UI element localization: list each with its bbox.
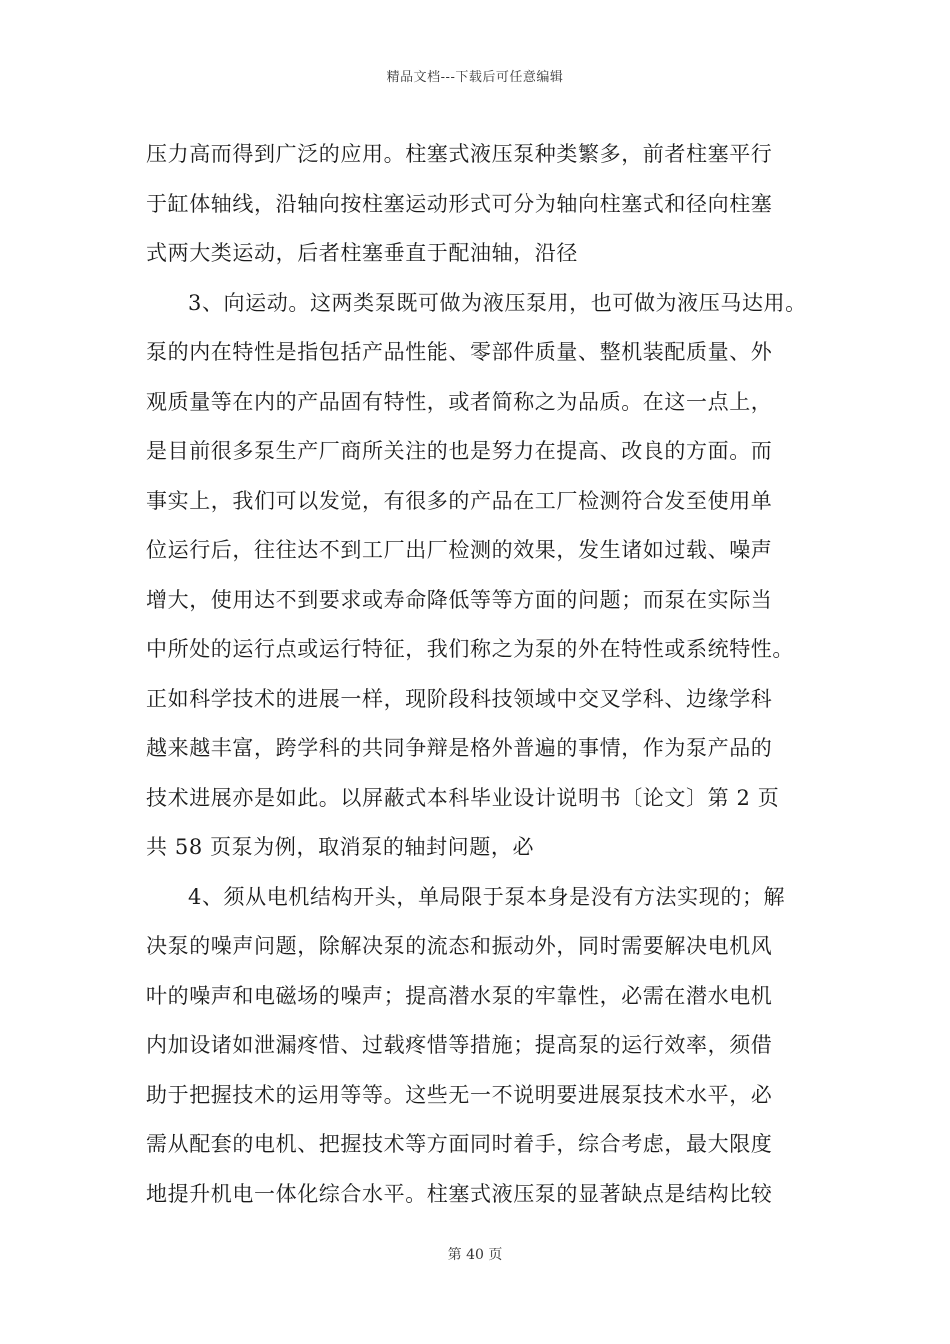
page-header: 精品文档---下载后可任意编辑 — [386, 70, 564, 85]
text-line: 叶的噪声和电磁场的噪声；提高潜水泵的牢靠性，必需在潜水电机 — [146, 983, 773, 1008]
text-line: 内加设诸如泄漏疼惜、过载疼惜等措施；提高泵的运行效率，须借 — [146, 1033, 773, 1057]
text-line: 助于把握技术的运用等等。这些无一不说明要进展泵技术水平，必 — [146, 1082, 773, 1107]
text-line: 泵的内在特性是指包括产品性能、零部件质量、整机装配质量、外 — [146, 340, 773, 364]
text-line: 位运行后，往往达不到工厂出厂检测的效果，发生诸如过载、噪声 — [146, 538, 773, 562]
paragraph-start-line: 4、须从电机结构开头，单局限于泵本身是没有方法实现的；解 — [188, 884, 786, 909]
text-line: 地提升机电一体化综合水平。柱塞式液压泵的显著缺点是结构比较 — [146, 1181, 773, 1206]
text-line: 技术进展亦是如此。以屏蔽式本科毕业设计说明书〔论文〕第 2 页 — [146, 785, 780, 810]
text-line: 共 58 页泵为例，取消泵的轴封问题，必 — [146, 835, 535, 859]
text-line: 于缸体轴线，沿轴向按柱塞运动形式可分为轴向柱塞式和径向柱塞 — [146, 191, 773, 216]
text-line: 正如科学技术的进展一样，现阶段科技领域中交叉学科、边缘学科 — [146, 686, 773, 711]
text-line: 式两大类运动，后者柱塞垂直于配油轴，沿径 — [146, 241, 578, 265]
text-line: 决泵的噪声问题，除解决泵的流态和振动外，同时需要解决电机风 — [146, 934, 773, 958]
text-line: 压力高而得到广泛的应用。柱塞式液压泵种类繁多，前者柱塞平行 — [146, 142, 773, 166]
page-number: 第 40 页 — [447, 1247, 503, 1263]
document-body — [146, 130, 826, 1219]
text-line: 越来越丰富，跨学科的共同争辩是格外普遍的事情，作为泵产品的 — [146, 736, 773, 760]
text-line: 是目前很多泵生产厂商所关注的也是努力在提高、改良的方面。而 — [146, 439, 773, 463]
text-line: 中所处的运行点或运行特征，我们称之为泵的外在特性或系统特性。 — [146, 637, 794, 661]
text-line: 需从配套的电机、把握技术等方面同时着手，综合考虑，最大限度 — [146, 1132, 773, 1156]
text-line: 事实上，我们可以发觉，有很多的产品在工厂检测符合发至使用单 — [146, 488, 773, 513]
text-line: 增大，使用达不到要求或寿命降低等等方面的问题；而泵在实际当 — [146, 587, 773, 612]
paragraph-start-line: 3、向运动。这两类泵既可做为液压泵用，也可做为液压马达用。 — [188, 290, 807, 315]
text-line: 观质量等在内的产品固有特性，或者简称之为品质。在这一点上， — [146, 389, 773, 414]
